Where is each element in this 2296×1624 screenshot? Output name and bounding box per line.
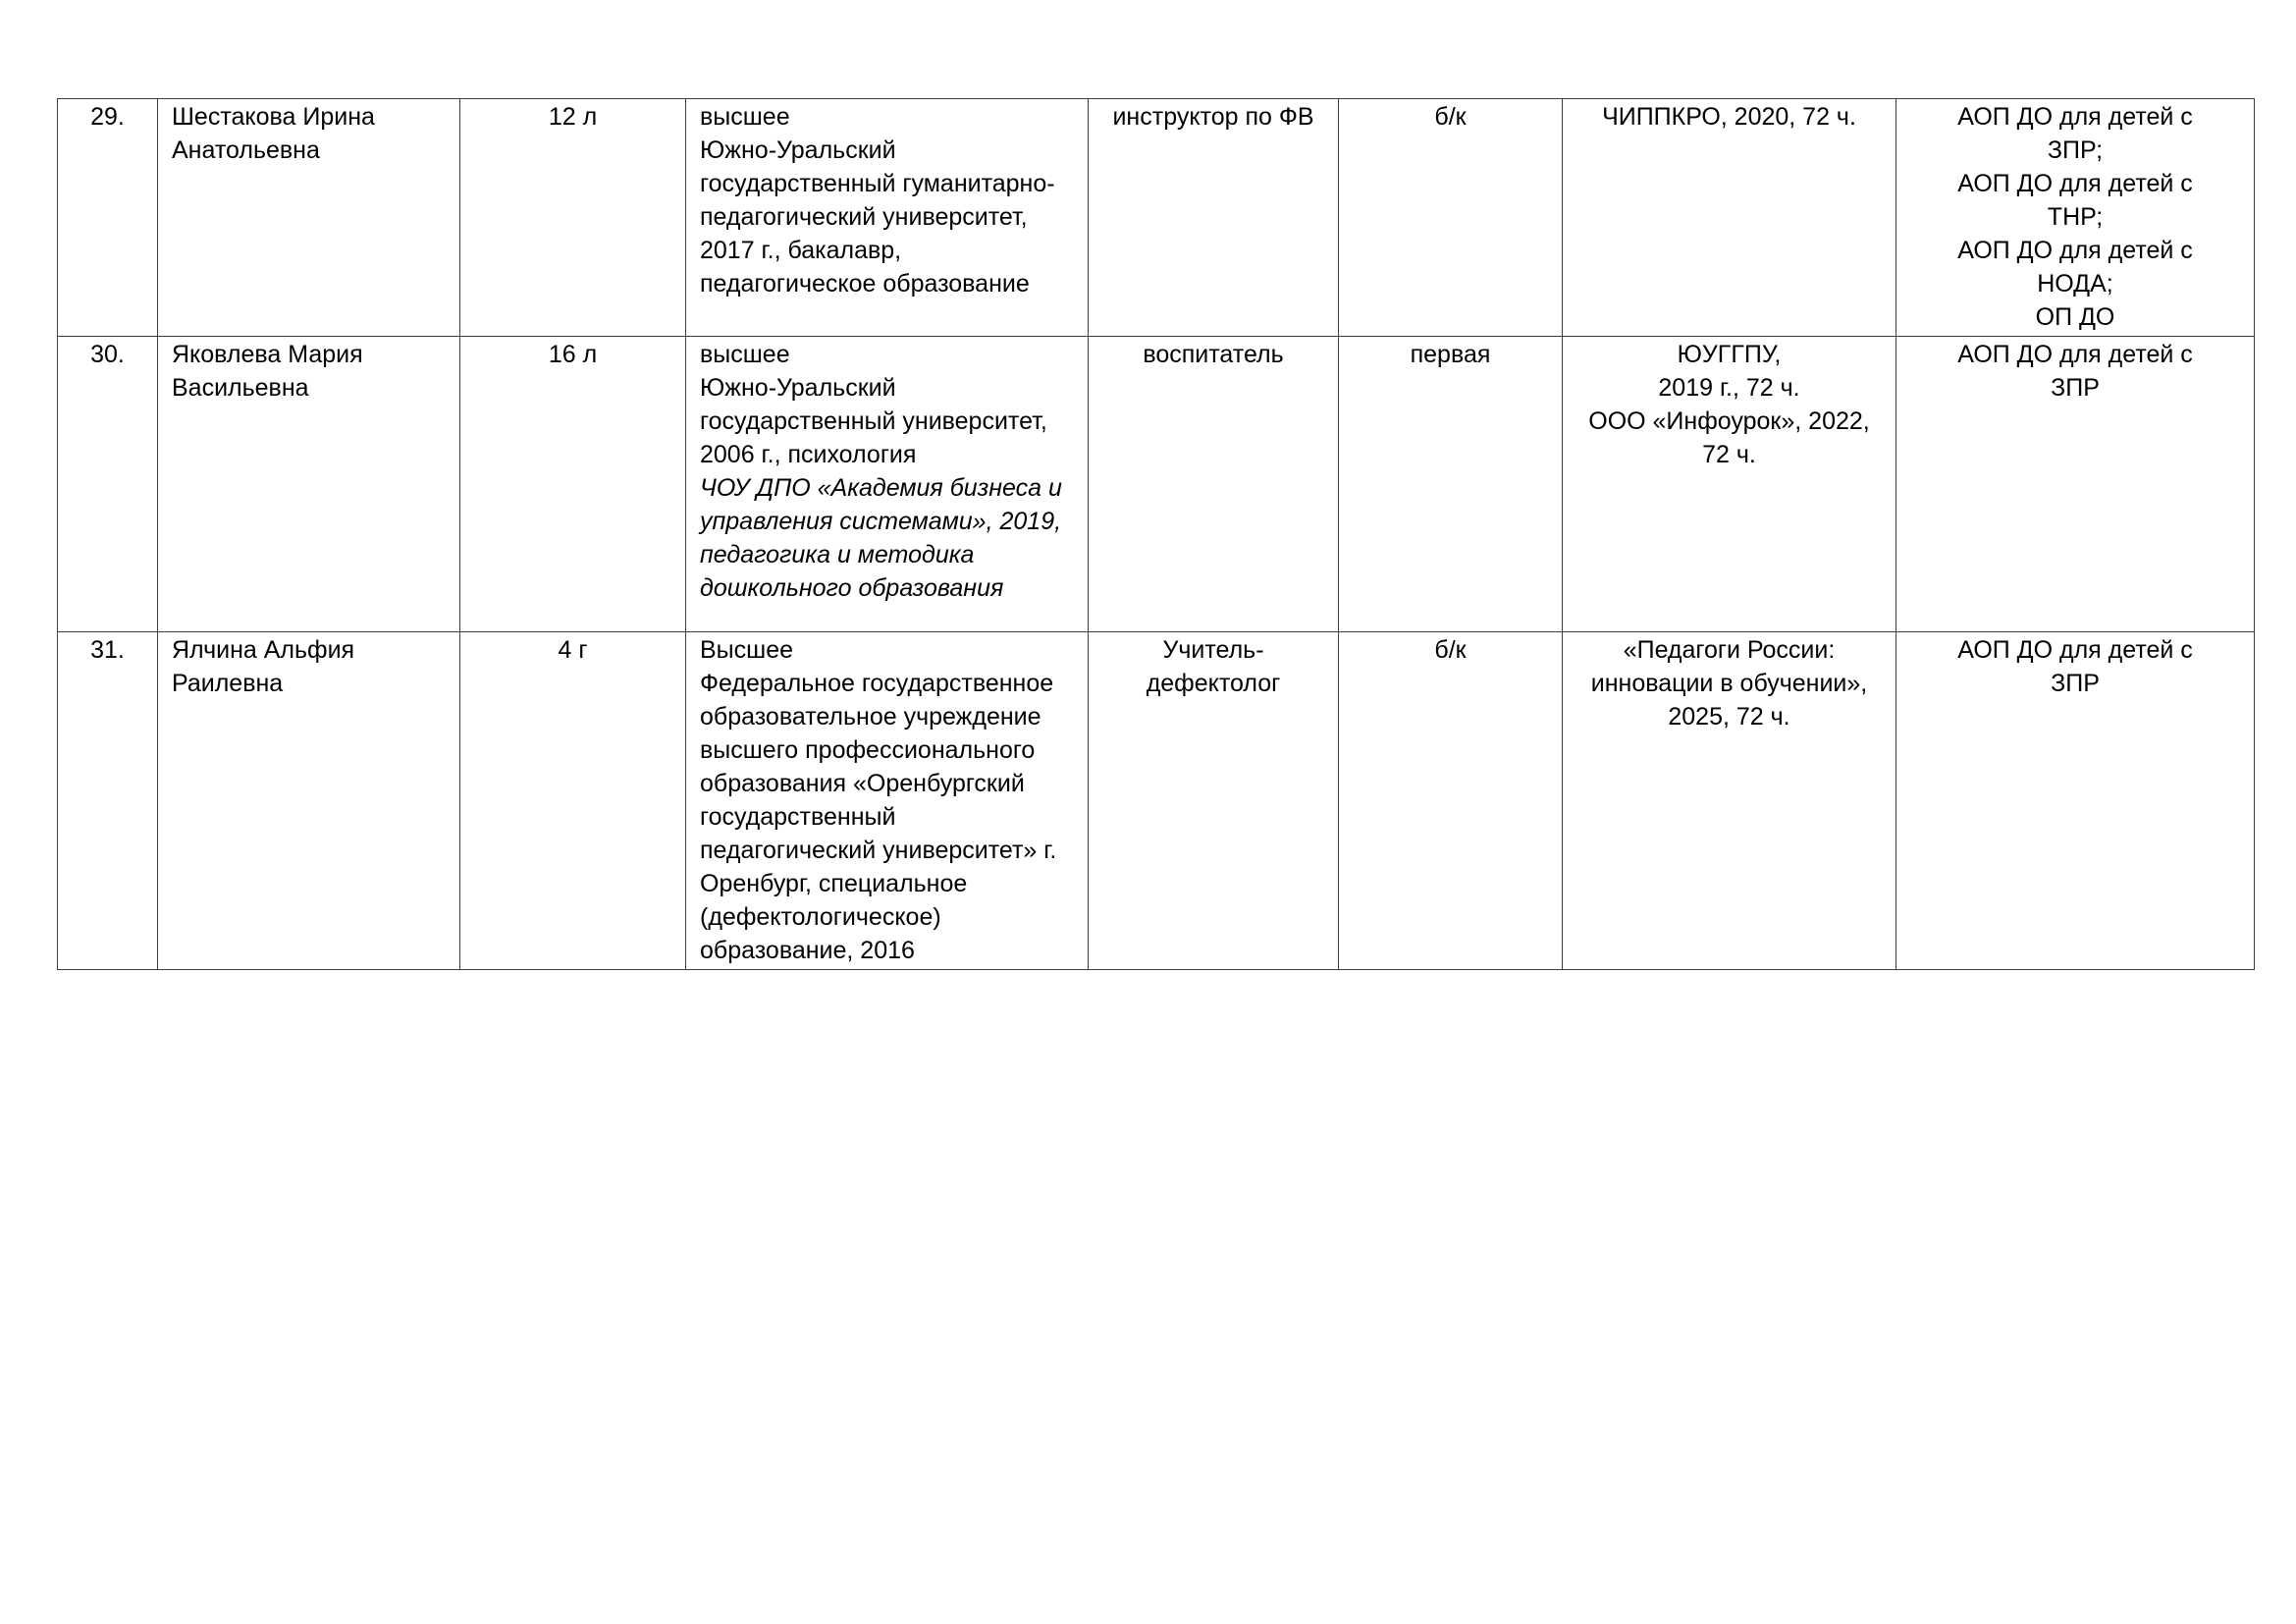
name-line: Шестакова Ирина xyxy=(172,103,375,131)
training-line: 2025, 72 ч. xyxy=(1668,703,1790,731)
experience-cell xyxy=(460,99,686,337)
education-line: 2006 г., психология xyxy=(700,441,917,468)
position-line: Учитель- xyxy=(1162,636,1264,664)
education-line: Высшее xyxy=(700,636,794,664)
education-line: высшего профессионального xyxy=(700,736,1036,764)
experience-cell xyxy=(460,337,686,632)
program-cell xyxy=(1896,632,2255,970)
training-line: 72 ч. xyxy=(1702,441,1756,468)
education-cell xyxy=(686,337,1089,632)
education-cell xyxy=(686,632,1089,970)
training-line: «Педагоги России: xyxy=(1623,636,1836,664)
table-row xyxy=(58,99,2255,337)
education-line: высшее xyxy=(700,103,790,131)
experience-value: 12 л xyxy=(548,103,598,131)
row-number: 30. xyxy=(90,341,125,368)
name-line: Ялчина Альфия xyxy=(172,636,355,664)
row-number-cell xyxy=(58,337,158,632)
position-line: воспитатель xyxy=(1143,341,1284,368)
row-number: 31. xyxy=(90,636,125,664)
education-line: образования «Оренбургский xyxy=(700,770,1025,797)
education-line: образовательное учреждение xyxy=(700,703,1041,731)
category-value: первая xyxy=(1410,341,1491,368)
education-cell xyxy=(686,99,1089,337)
program-cell xyxy=(1896,337,2255,632)
row-number: 29. xyxy=(90,103,125,131)
training-line: 2019 г., 72 ч. xyxy=(1658,374,1800,402)
education-line: образование, 2016 xyxy=(700,937,915,964)
education-line: 2017 г., бакалавр, xyxy=(700,237,902,264)
education-extra-line: управления системами», 2019, xyxy=(700,508,1062,535)
category-value: б/к xyxy=(1434,103,1467,131)
program-line: ЗПР; xyxy=(2047,136,2104,164)
program-line: АОП ДО для детей с xyxy=(1957,103,2193,131)
category-cell xyxy=(1339,99,1563,337)
category-value: б/к xyxy=(1434,636,1467,664)
document-page xyxy=(57,98,2254,970)
table-row xyxy=(58,337,2255,632)
experience-cell xyxy=(460,632,686,970)
program-line: ОП ДО xyxy=(2035,303,2115,331)
training-line: ЮУГГПУ, xyxy=(1677,341,1782,368)
position-line: дефектолог xyxy=(1146,670,1281,697)
training-line: инновации в обучении», xyxy=(1590,670,1868,697)
training-cell xyxy=(1563,99,1896,337)
name-cell xyxy=(158,632,460,970)
program-line: НОДА; xyxy=(2037,270,2113,298)
education-line: Федеральное государственное xyxy=(700,670,1054,697)
education-line: Южно-Уральский xyxy=(700,136,896,164)
name-line: Яковлева Мария xyxy=(172,341,363,368)
training-line: ООО «Инфоурок», 2022, xyxy=(1588,407,1870,435)
name-line: Васильевна xyxy=(172,374,309,402)
position-line: инструктор по ФВ xyxy=(1112,103,1314,131)
training-line: ЧИППКРО, 2020, 72 ч. xyxy=(1602,103,1856,131)
education-extra-line: дошкольного образования xyxy=(700,574,1004,602)
program-line: ЗПР xyxy=(2051,670,2100,697)
name-line: Анатольевна xyxy=(172,136,320,164)
name-line: Раилевна xyxy=(172,670,284,697)
position-cell xyxy=(1089,99,1339,337)
row-number-cell xyxy=(58,632,158,970)
education-line: (дефектологическое) xyxy=(700,903,941,931)
position-cell xyxy=(1089,632,1339,970)
program-line: ТНР; xyxy=(2047,203,2104,231)
education-extra-line: педагогика и методика xyxy=(700,541,975,568)
education-line: педагогический университет, xyxy=(700,203,1028,231)
program-line: АОП ДО для детей с xyxy=(1957,170,2193,197)
education-extra-line: ЧОУ ДПО «Академия бизнеса и xyxy=(700,474,1062,502)
table-row xyxy=(58,632,2255,970)
education-line: Южно-Уральский xyxy=(700,374,896,402)
name-cell xyxy=(158,337,460,632)
program-line: ЗПР xyxy=(2051,374,2100,402)
row-number-cell xyxy=(58,99,158,337)
position-cell xyxy=(1089,337,1339,632)
staff-table xyxy=(57,98,2255,970)
education-line: педагогический университет» г. xyxy=(700,837,1057,864)
education-line: высшее xyxy=(700,341,790,368)
program-line: АОП ДО для детей с xyxy=(1957,237,2193,264)
program-cell xyxy=(1896,99,2255,337)
training-cell xyxy=(1563,337,1896,632)
program-line: АОП ДО для детей с xyxy=(1957,636,2193,664)
education-line: государственный университет, xyxy=(700,407,1047,435)
experience-value: 4 г xyxy=(558,636,588,664)
education-line: государственный xyxy=(700,803,896,831)
name-cell xyxy=(158,99,460,337)
category-cell xyxy=(1339,337,1563,632)
education-line: Оренбург, специальное xyxy=(700,870,968,897)
training-cell xyxy=(1563,632,1896,970)
education-line: государственный гуманитарно- xyxy=(700,170,1055,197)
program-line: АОП ДО для детей с xyxy=(1957,341,2193,368)
education-line: педагогическое образование xyxy=(700,270,1030,298)
category-cell xyxy=(1339,632,1563,970)
experience-value: 16 л xyxy=(548,341,598,368)
